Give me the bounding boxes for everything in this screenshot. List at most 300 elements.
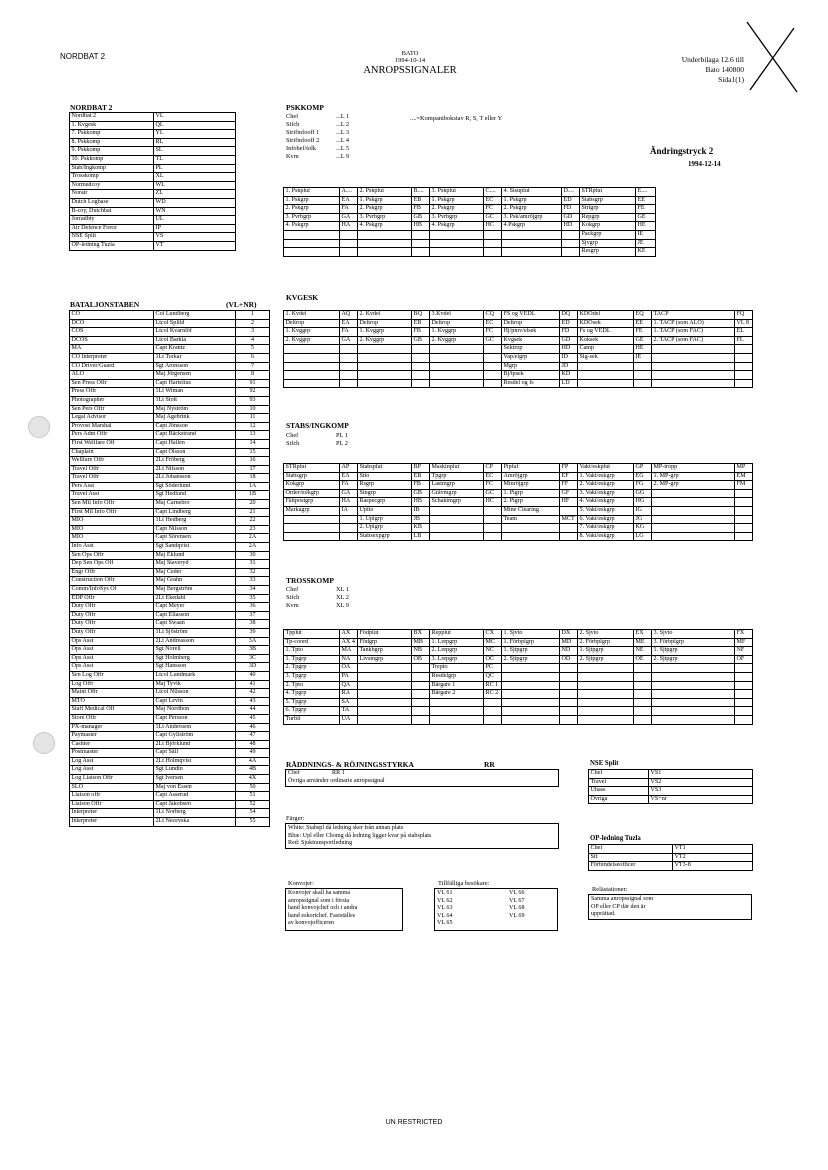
staben-cell: 2Lt Nilsson: [154, 465, 236, 474]
konvojer-title: Konvojer:: [288, 880, 314, 887]
staben-cell: 39: [236, 628, 270, 637]
staben-cell: Log Offr: [70, 680, 154, 689]
staben-cell: Sgt Norell: [154, 646, 236, 655]
staben-cell: Ops Asst: [70, 663, 154, 672]
staben-cell: MTO: [70, 697, 154, 706]
pskkomp-note: ....=Kompanibokstav R, S, T eller Y: [410, 115, 503, 122]
staben-row: [70, 783, 270, 792]
staben-cell: Ops Asst: [70, 654, 154, 663]
stabs-cell: GG: [634, 489, 652, 498]
pskkomp-sign: ...L 3: [336, 129, 350, 136]
kvgesk-cell: EB: [412, 319, 430, 328]
staben-row: [70, 775, 270, 784]
stabs-cell: FG: [634, 481, 652, 490]
tillfalliga-box: [434, 888, 558, 931]
pskkomp-title: PSKKOMP: [286, 103, 324, 112]
kvgesk-cell: 3.Kvdel: [430, 311, 484, 320]
stabs-cell: 7. Vakt/eskgrp: [578, 524, 634, 533]
pskkomp-cell: [430, 230, 484, 239]
staben-cell: Sen Ops Offr: [70, 551, 154, 560]
staben-cell: 1B: [236, 491, 270, 500]
staben-cell: 43: [236, 697, 270, 706]
tross-cell: ME: [634, 638, 652, 647]
kvgesk-cell: Deltrop: [502, 319, 560, 328]
staben-cell: Log Asst: [70, 766, 154, 775]
staben-cell: Log Asst: [70, 757, 154, 766]
tross-cell: FX: [735, 630, 753, 639]
staben-row: [70, 628, 270, 637]
staben-cell: Sgt Holmberg: [154, 654, 236, 663]
pskkomp-cell: STRplut: [580, 188, 636, 197]
staben-cell: 52: [236, 800, 270, 809]
pskkomp-cell: [340, 248, 358, 257]
tross-cell: Tpplut: [284, 630, 340, 639]
relastationer-line: OP eller CP där den är: [591, 903, 646, 910]
tross-cell: Turbil: [284, 715, 340, 724]
staben-row: [70, 379, 270, 388]
tross-cell: [735, 715, 753, 724]
nse-split-row: [589, 778, 753, 787]
staben-row: [70, 620, 270, 629]
staben-row: [70, 577, 270, 586]
tross-cell: Resdelgrp: [430, 672, 484, 681]
staben-cell: 3: [236, 328, 270, 337]
stabs-cell: 1. Vakt/eskgrp: [578, 472, 634, 481]
stabs-cell: [430, 524, 484, 533]
punch-hole-mark: [33, 732, 55, 754]
tross-cell: 1. Sjtpgrp: [578, 647, 634, 656]
kvgesk-cell: [652, 379, 735, 388]
tross-cell: Födplut: [358, 630, 412, 639]
pskkomp-cell: 2. Pskgrp: [284, 205, 340, 214]
pskkomp-cell: [562, 230, 580, 239]
staben-cell: MA: [70, 345, 154, 354]
stabs-cell: MP-tropp: [652, 464, 735, 473]
amendment-label: Ändringstryck 2: [650, 146, 714, 156]
staben-cell: Capt Krantz: [154, 345, 236, 354]
staben-cell: MIO: [70, 534, 154, 543]
staben-row: [70, 706, 270, 715]
tross-grid: [283, 629, 753, 725]
staben-cell: ALO: [70, 371, 154, 380]
relastationer-line: upprättad.: [591, 911, 616, 918]
kvgesk-title: KVGESK: [286, 293, 319, 302]
staben-cell: 7: [236, 362, 270, 371]
staben-cell: 18: [236, 474, 270, 483]
tross-cell: [412, 672, 430, 681]
staben-cell: Engr Offr: [70, 568, 154, 577]
staben-cell: Duty Offr: [70, 628, 154, 637]
stabs-cell: [284, 532, 340, 541]
tross-cell: MF: [735, 638, 753, 647]
tross-cell: [430, 707, 484, 716]
nordbat-row: [70, 181, 236, 190]
stabs-cell: 2. Uplgrp: [358, 524, 412, 533]
staben-row: [70, 818, 270, 827]
staben-cell: Maj Jörgensen: [154, 371, 236, 380]
kvgesk-cell: TACP: [652, 311, 735, 320]
staben-cell: Sgt Söderlund: [154, 482, 236, 491]
staben-cell: Maj Ceder: [154, 568, 236, 577]
tross-cell: [430, 698, 484, 707]
nordbat-cell: TL: [154, 155, 236, 164]
pskkomp-line: [286, 153, 357, 161]
staben-cell: 23: [236, 525, 270, 534]
stabs-cell: Raspecgrp: [358, 498, 412, 507]
stabs-cell: 2. MP-grp: [652, 481, 735, 490]
op-ledning-row: [589, 845, 753, 854]
staben-row: [70, 439, 270, 448]
tross-cell: RC 1: [484, 681, 502, 690]
nse-split-cell: VS+nr: [649, 795, 753, 804]
tross-cell: [358, 707, 412, 716]
pskkomp-cell: [484, 248, 502, 257]
stabs-cell: FA: [340, 481, 358, 490]
kvgesk-cell: FA: [340, 328, 358, 337]
nordbat-row: [70, 147, 236, 156]
staben-cell: Maj von Essen: [154, 783, 236, 792]
pskkomp-cell: GC: [484, 213, 502, 222]
pskkomp-cell: HD: [562, 222, 580, 231]
nordbat-cell: VL: [154, 113, 236, 122]
tross-cell: [735, 664, 753, 673]
tross-cell: [634, 715, 652, 724]
kvgesk-cell: Hj/pmv/elsek: [502, 328, 560, 337]
staben-row: [70, 345, 270, 354]
visitor-sign: VL 64: [437, 912, 453, 919]
konvojer-line: anropssignal som i första: [288, 897, 350, 904]
pskkomp-cell: Sjvgrp: [580, 239, 636, 248]
op-ledning-cell: VT2: [673, 853, 753, 862]
staben-cell: 2Lt Necevska: [154, 818, 236, 827]
pskkomp-cell: [430, 248, 484, 257]
kvgesk-cell: [634, 362, 652, 371]
tross-cell: [560, 672, 578, 681]
nordbat-cell: QL: [154, 121, 236, 130]
stabs-cell: AP: [340, 464, 358, 473]
stabs-row: [284, 532, 753, 541]
tross-cell: 2. Tpgrp: [284, 664, 340, 673]
kvgesk-cell: GB: [412, 336, 430, 345]
staben-cell: 3B: [236, 646, 270, 655]
staben-cell: Maj Nyström: [154, 405, 236, 414]
staben-row: [70, 680, 270, 689]
staben-title: BATALJONSTABEN: [70, 300, 140, 309]
tross-cell: [578, 664, 634, 673]
kvgesk-cell: 2. TACP (som FAC): [652, 336, 735, 345]
staben-grid: [69, 310, 270, 827]
farger-line: White: Stabspl då ledning sker från annan plats: [288, 825, 404, 831]
staben-cell: 2A: [236, 534, 270, 543]
tross-cell: NF: [735, 647, 753, 656]
stabs-cell: Schaktmgrp: [430, 498, 484, 507]
tross-row: [284, 638, 753, 647]
tross-cell: [358, 690, 412, 699]
farger-title: Färger:: [286, 815, 305, 822]
staben-cell: Pers Asst: [70, 482, 154, 491]
staben-cell: Capt Eliasson: [154, 611, 236, 620]
kvgesk-cell: [484, 379, 502, 388]
nordbat-cell: 1. Kvgesk: [70, 121, 154, 130]
staben-cell: Cashier: [70, 740, 154, 749]
kvgesk-cell: FL: [735, 336, 753, 345]
nordbat-row: [70, 121, 236, 130]
pskkomp-cell: [502, 230, 562, 239]
staben-row: [70, 586, 270, 595]
stabs-cell: Minröjgrp: [502, 481, 560, 490]
header-date: 1994-10-14: [394, 57, 426, 64]
pskkomp-lines: [286, 113, 357, 161]
nordbat-cell: OP-ledning Tuzla: [70, 241, 154, 250]
stabs-cell: Maskinplut: [430, 464, 484, 473]
staben-cell: Liaison Offr: [70, 800, 154, 809]
tross-cell: 2. Sjtpgrp: [652, 655, 735, 664]
nse-split-row: [589, 787, 753, 796]
tross-row: [284, 630, 753, 639]
pskkomp-sign: ...L 2: [336, 121, 350, 128]
tross-cell: Tankbgrp: [358, 647, 412, 656]
trosskomp-table: [283, 629, 753, 725]
pskkomp-grid: [283, 187, 656, 257]
kvgesk-cell: [284, 353, 340, 362]
kvgesk-cell: [430, 345, 484, 354]
staben-cell: 1Lt Wiman: [154, 388, 236, 397]
pskkomp-cell: EB: [412, 196, 430, 205]
nordbat-cell: Dutch Logbase: [70, 198, 154, 207]
staben-cell: Sgt Lundin: [154, 766, 236, 775]
pskkomp-cell: EA: [340, 196, 358, 205]
staben-cell: Interpreter: [70, 809, 154, 818]
kvgesk-cell: [634, 371, 652, 380]
stabs-cell: HC: [484, 498, 502, 507]
kvgesk-cell: FD: [560, 328, 578, 337]
staben-cell: Duty Offr: [70, 603, 154, 612]
nordbat-row: [70, 198, 236, 207]
stabs-cell: Team: [502, 515, 560, 524]
staben-cell: Ltcol Splild: [154, 319, 236, 328]
kvgesk-cell: EQ: [634, 311, 652, 320]
pskkomp-cell: [358, 230, 412, 239]
pskkomp-cell: [484, 230, 502, 239]
staben-row: [70, 362, 270, 371]
staben-cell: MIO: [70, 525, 154, 534]
staben-cell: 20: [236, 500, 270, 509]
staben-cell: COS: [70, 328, 154, 337]
page-header-left: NORDBAT 2: [60, 52, 106, 61]
stabsingkomp-table: [283, 463, 753, 541]
stabs-cell: HG: [634, 498, 652, 507]
nordbat-row: [70, 224, 236, 233]
nordbat-row: [70, 190, 236, 199]
staben-cell: DCO: [70, 319, 154, 328]
kvgesk-cell: GD: [560, 336, 578, 345]
staben-cell: 38: [236, 620, 270, 629]
stabs-cell: MP: [735, 464, 753, 473]
staben-cell: DCOS: [70, 336, 154, 345]
stabs-grid: [283, 463, 753, 541]
pskkomp-cell: 4. Sisuplut: [502, 188, 562, 197]
nordbat-cell: WN: [154, 207, 236, 216]
staben-cell: 1Lt Stolt: [154, 396, 236, 405]
tross-cell: NC: [484, 647, 502, 656]
nordbat-cell: RL: [154, 138, 236, 147]
staben-cell: Capt Swaan: [154, 620, 236, 629]
tross-cell: OF: [735, 655, 753, 664]
pskkomp-line: [286, 137, 357, 145]
tross-cell: QA: [340, 681, 358, 690]
staben-cell: Ops Asst: [70, 646, 154, 655]
tross-cell: Bärgare 1: [430, 681, 484, 690]
tross-cell: [735, 672, 753, 681]
tross-cell: 1. Tpto: [284, 647, 340, 656]
staben-row: [70, 654, 270, 663]
nordbat-cell: B-coy, Dutchbat: [70, 207, 154, 216]
tross-cell: Repplut: [430, 630, 484, 639]
staben-cell: Travel Asst: [70, 491, 154, 500]
kvgesk-cell: VL 8: [735, 319, 753, 328]
pskkomp-cell: GD: [562, 213, 580, 222]
kvgesk-cell: Deltrop: [284, 319, 340, 328]
staben-cell: Duty Offr: [70, 620, 154, 629]
nordbat-row: [70, 138, 236, 147]
staben-row: [70, 311, 270, 320]
staben-cell: Sgt Sandqvist: [154, 543, 236, 552]
staben-cell: First Wellfare Off: [70, 439, 154, 448]
stabsingkomp-lines: [286, 432, 356, 448]
nse-split-table: [588, 769, 753, 804]
tross-cell: [735, 690, 753, 699]
pskkomp-row: [284, 222, 656, 231]
staben-cell: CO: [70, 311, 154, 320]
staben-cell: EDP Offr: [70, 594, 154, 603]
pskkomp-cell: C....: [484, 188, 502, 197]
nse-split-row: [589, 795, 753, 804]
staben-row: [70, 603, 270, 612]
staben-cell: 1Lt Hedberg: [154, 517, 236, 526]
kvgesk-cell: [578, 379, 634, 388]
staben-row: [70, 663, 270, 672]
op-ledning-cell: Chef: [589, 845, 673, 854]
staben-cell: 40: [236, 671, 270, 680]
kvgesk-cell: JD: [560, 362, 578, 371]
pskkomp-cell: D....: [562, 188, 580, 197]
staben-cell: 13: [236, 431, 270, 440]
pskkomp-sign: ...L 4: [336, 137, 350, 144]
tross-cell: [412, 681, 430, 690]
kvgesk-cell: 1. Kvdel: [284, 311, 340, 320]
nordbat-cell: Air Defence Force: [70, 224, 154, 233]
kvgesk-cell: [358, 362, 412, 371]
staben-row: [70, 714, 270, 723]
staben-cell: 4B: [236, 766, 270, 775]
staben-cell: 36: [236, 603, 270, 612]
nordbat-cell: PL: [154, 164, 236, 173]
staben-row: [70, 757, 270, 766]
nse-split-grid: [588, 769, 753, 804]
tross-cell: 2. Förbplgrp: [578, 638, 634, 647]
pskkomp-cell: [284, 239, 340, 248]
tross-cell: QC: [484, 672, 502, 681]
stabs-cell: [340, 515, 358, 524]
tross-cell: [358, 715, 412, 724]
tross-cell: [652, 664, 735, 673]
nordbat-title: NORDBAT 2: [70, 103, 113, 112]
staben-row: [70, 689, 270, 698]
staben-cell: 37: [236, 611, 270, 620]
nordbat-cell: Jorradbty: [70, 216, 154, 225]
kvgesk-cell: LD: [560, 379, 578, 388]
footer-classification: UN RESTRICTED: [385, 1119, 443, 1126]
nse-split-cell: VS1: [649, 770, 753, 779]
staben-cell: Sen Mil Info Offr: [70, 500, 154, 509]
kvgesk-cell: KDOdel: [578, 311, 634, 320]
kvgesk-cell: [412, 353, 430, 362]
staben-row: [70, 809, 270, 818]
tross-line: [286, 602, 357, 610]
stabs-cell: [340, 532, 358, 541]
stabs-cell: Kokgrp: [284, 481, 340, 490]
tross-cell: [502, 698, 560, 707]
staben-cell: 33: [236, 577, 270, 586]
tross-cell: [560, 698, 578, 707]
nordbat-cell: SL: [154, 147, 236, 156]
header-right-line: Bato 140800: [705, 65, 744, 74]
staben-cell: 44: [236, 706, 270, 715]
kvgesk-cell: [652, 345, 735, 354]
kvgesk-cell: Vap/elgrp: [502, 353, 560, 362]
pskkomp-cell: IE: [636, 230, 656, 239]
staben-cell: 34: [236, 586, 270, 595]
tross-cell: [560, 715, 578, 724]
stabs-cell: Markagrp: [284, 506, 340, 515]
kvgesk-cell: [735, 371, 753, 380]
staben-suffix: (VL+NR): [226, 300, 257, 309]
staben-cell: Sen Press Offr: [70, 379, 154, 388]
page-header-right: [634, 55, 744, 85]
pskkomp-cell: [502, 239, 562, 248]
pskkomp-line: [286, 121, 357, 129]
staben-row: [70, 749, 270, 758]
tross-cell: [634, 672, 652, 681]
staben-cell: Capt Sörensen: [154, 534, 236, 543]
pskkomp-row: [284, 239, 656, 248]
stabs-cell: Grävmgrp: [430, 489, 484, 498]
staben-cell: 1Lt Andersson: [154, 723, 236, 732]
tross-cell: [578, 681, 634, 690]
pskkomp-cell: [412, 239, 430, 248]
tross-cell: OB: [412, 655, 430, 664]
staben-cell: Pers Adm Offr: [70, 431, 154, 440]
tross-line: [286, 594, 357, 602]
pskkomp-role: Chef: [286, 113, 299, 120]
kvgesk-cell: [652, 371, 735, 380]
stabs-cell: [652, 489, 735, 498]
staben-cell: Provost Marshal: [70, 422, 154, 431]
tross-cell: 2. Sjtpgrp: [502, 655, 560, 664]
tross-cell: [502, 690, 560, 699]
kvgesk-cell: FC: [484, 328, 502, 337]
kvgesk-cell: [284, 345, 340, 354]
staben-cell: Capt Hartelius: [154, 379, 236, 388]
stabs-cell: [652, 506, 735, 515]
kvgesk-cell: Mgrp: [502, 362, 560, 371]
staben-cell: Capt Nilsson: [154, 525, 236, 534]
pskkomp-cell: [340, 230, 358, 239]
raddning-title: RÄDDNINGS- & RÖJNINGSSTYRKA: [286, 760, 414, 769]
stabs-cell: Pipluf: [502, 464, 560, 473]
staben-cell: 4A: [236, 757, 270, 766]
stabs-cell: KB: [412, 524, 430, 533]
